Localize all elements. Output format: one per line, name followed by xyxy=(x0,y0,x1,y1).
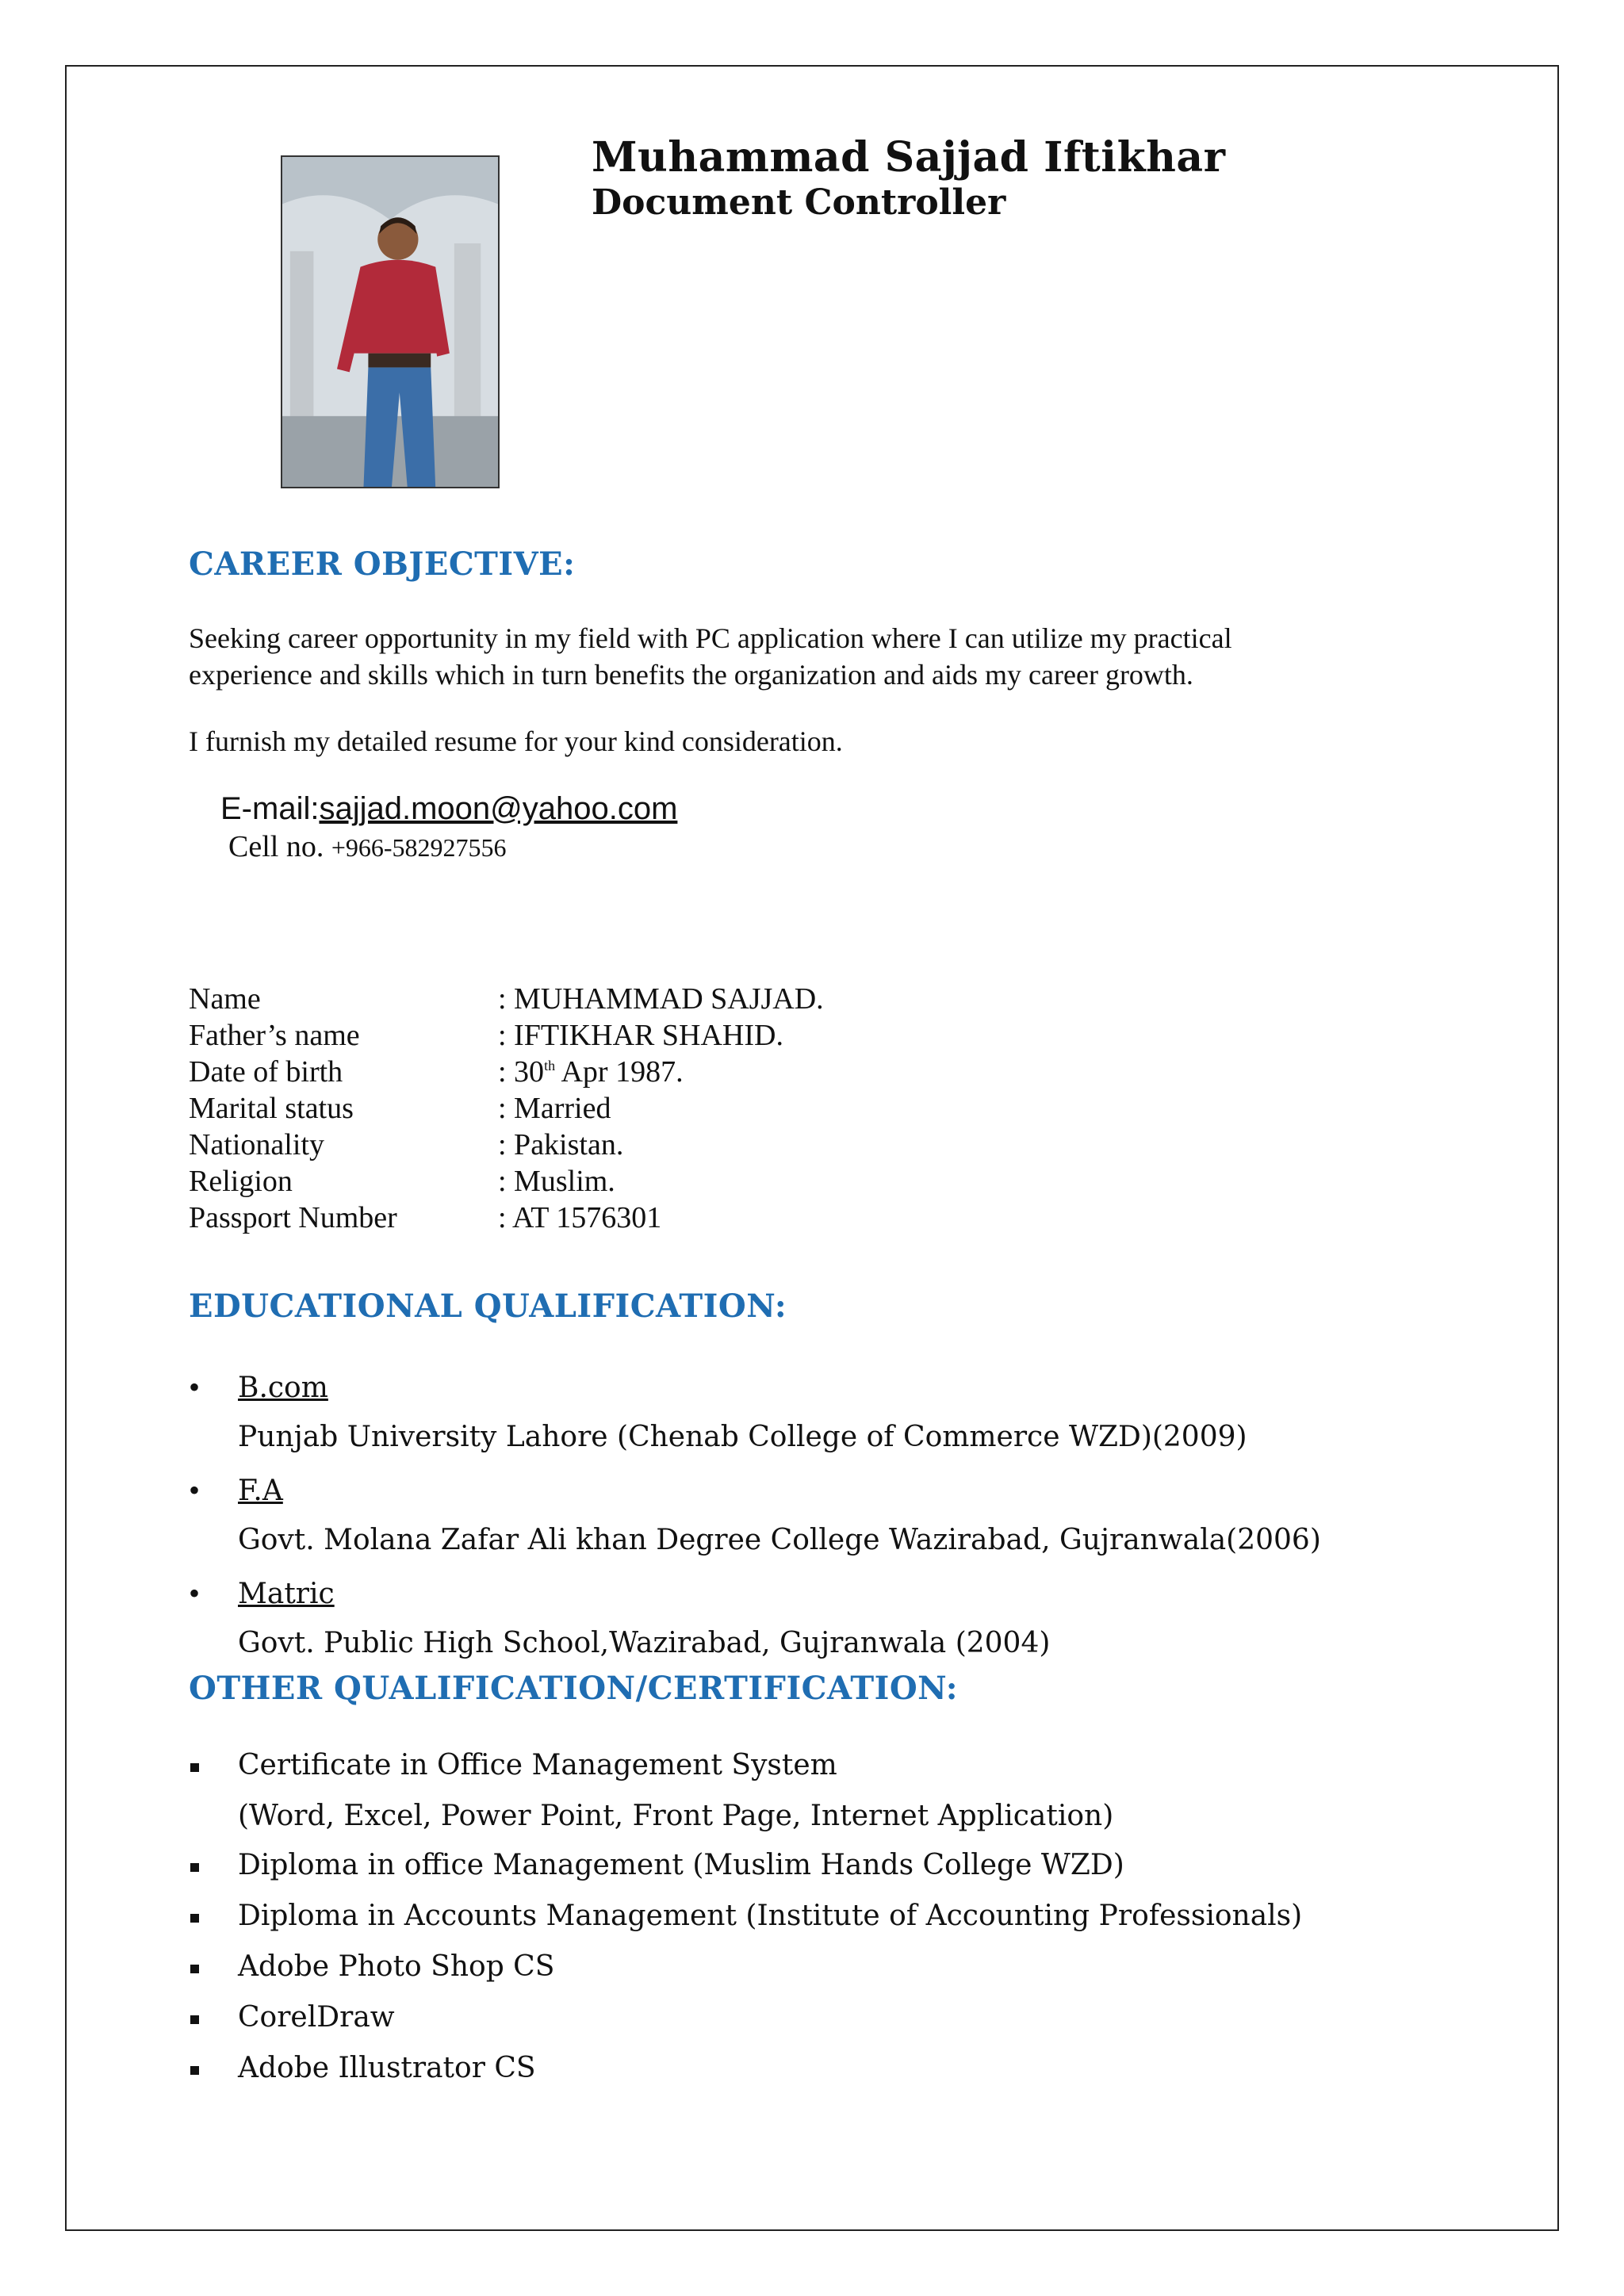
email-label: E-mail: xyxy=(220,791,320,826)
info-label: Father’s name xyxy=(189,1019,360,1052)
cell-label: Cell no. xyxy=(228,830,324,863)
cert-diploma-office-management: Diploma in office Management (Muslim Hands College WZD) xyxy=(238,1849,1124,1881)
info-label: Marital status xyxy=(189,1092,354,1125)
info-value: : MUHAMMAD SAJJAD. xyxy=(498,982,824,1016)
certification-heading: OTHER QUALIFICATION/CERTIFICATION: xyxy=(189,1670,959,1707)
career-objective-line-1: Seeking career opportunity in my field with PC application where I can utilize my practical xyxy=(189,622,1232,654)
profile-photo xyxy=(281,155,500,488)
institute-bcom: Punjab University Lahore (Chenab College of Commerce WZD)(2009) xyxy=(238,1421,1247,1453)
career-objective-text xyxy=(189,620,1426,693)
cell-number: +966-582927556 xyxy=(331,833,507,862)
dob-month-year: Apr 1987. xyxy=(555,1055,684,1089)
cell-line xyxy=(228,829,507,864)
candidate-name: Muhammad Sajjad Iftikhar xyxy=(592,133,1226,182)
info-value: : Married xyxy=(498,1092,611,1125)
institute-fa: Govt. Molana Zafar Ali khan Degree College Wazirabad, Gujranwala(2006) xyxy=(238,1524,1321,1556)
cert-diploma-accounts: Diploma in Accounts Management (Institute of Accounting Professionals) xyxy=(238,1900,1303,1932)
square-bullet xyxy=(190,1965,199,1973)
square-bullet xyxy=(190,2066,199,2075)
cert-coreldraw: CorelDraw xyxy=(238,2001,395,2034)
degree-matric: Matric xyxy=(238,1578,335,1610)
bullet-dot: • xyxy=(189,1575,201,1611)
career-objective-heading: CAREER OBJECTIVE: xyxy=(189,545,576,583)
degree-fa: F.A xyxy=(238,1475,283,1507)
square-bullet xyxy=(190,2015,199,2024)
institute-matric: Govt. Public High School,Wazirabad, Gujranwala (2004) xyxy=(238,1627,1051,1659)
bullet-dot: • xyxy=(189,1369,201,1405)
cert-photoshop: Adobe Photo Shop CS xyxy=(238,1950,555,1983)
career-objective-line-2: experience and skills which in turn benefits the organization and aids my career growth. xyxy=(189,659,1193,691)
info-label: Nationality xyxy=(189,1128,324,1161)
info-value: : IFTIKHAR SHAHID. xyxy=(498,1019,783,1052)
education-heading: EDUCATIONAL QUALIFICATION: xyxy=(189,1288,787,1325)
info-value: : Muslim. xyxy=(498,1165,615,1198)
info-value xyxy=(498,1054,684,1089)
info-value: : Pakistan. xyxy=(498,1128,624,1161)
info-label: Passport Number xyxy=(189,1201,397,1234)
square-bullet xyxy=(190,1914,199,1923)
bullet-dot: • xyxy=(189,1472,201,1508)
info-label: Date of birth xyxy=(189,1055,343,1089)
square-bullet xyxy=(190,1763,199,1772)
job-title: Document Controller xyxy=(592,182,1006,223)
email-line xyxy=(220,791,677,827)
consideration-text: I furnish my detailed resume for your kind consideration. xyxy=(189,725,843,757)
email-link[interactable]: sajjad.moon@yahoo.com xyxy=(319,791,678,826)
info-value: : AT 1576301 xyxy=(498,1201,662,1234)
cert-illustrator: Adobe Illustrator CS xyxy=(238,2052,536,2084)
square-bullet xyxy=(190,1863,199,1872)
degree-bcom: B.com xyxy=(238,1372,328,1404)
cert-office-management-detail: (Word, Excel, Power Point, Front Page, Internet Application) xyxy=(238,1800,1114,1832)
dob-day: : 30 xyxy=(498,1055,545,1089)
info-label: Religion xyxy=(189,1165,293,1198)
cert-office-management-system: Certificate in Office Management System xyxy=(238,1749,837,1781)
info-label: Name xyxy=(189,982,261,1016)
dob-ordinal: th xyxy=(544,1058,556,1073)
